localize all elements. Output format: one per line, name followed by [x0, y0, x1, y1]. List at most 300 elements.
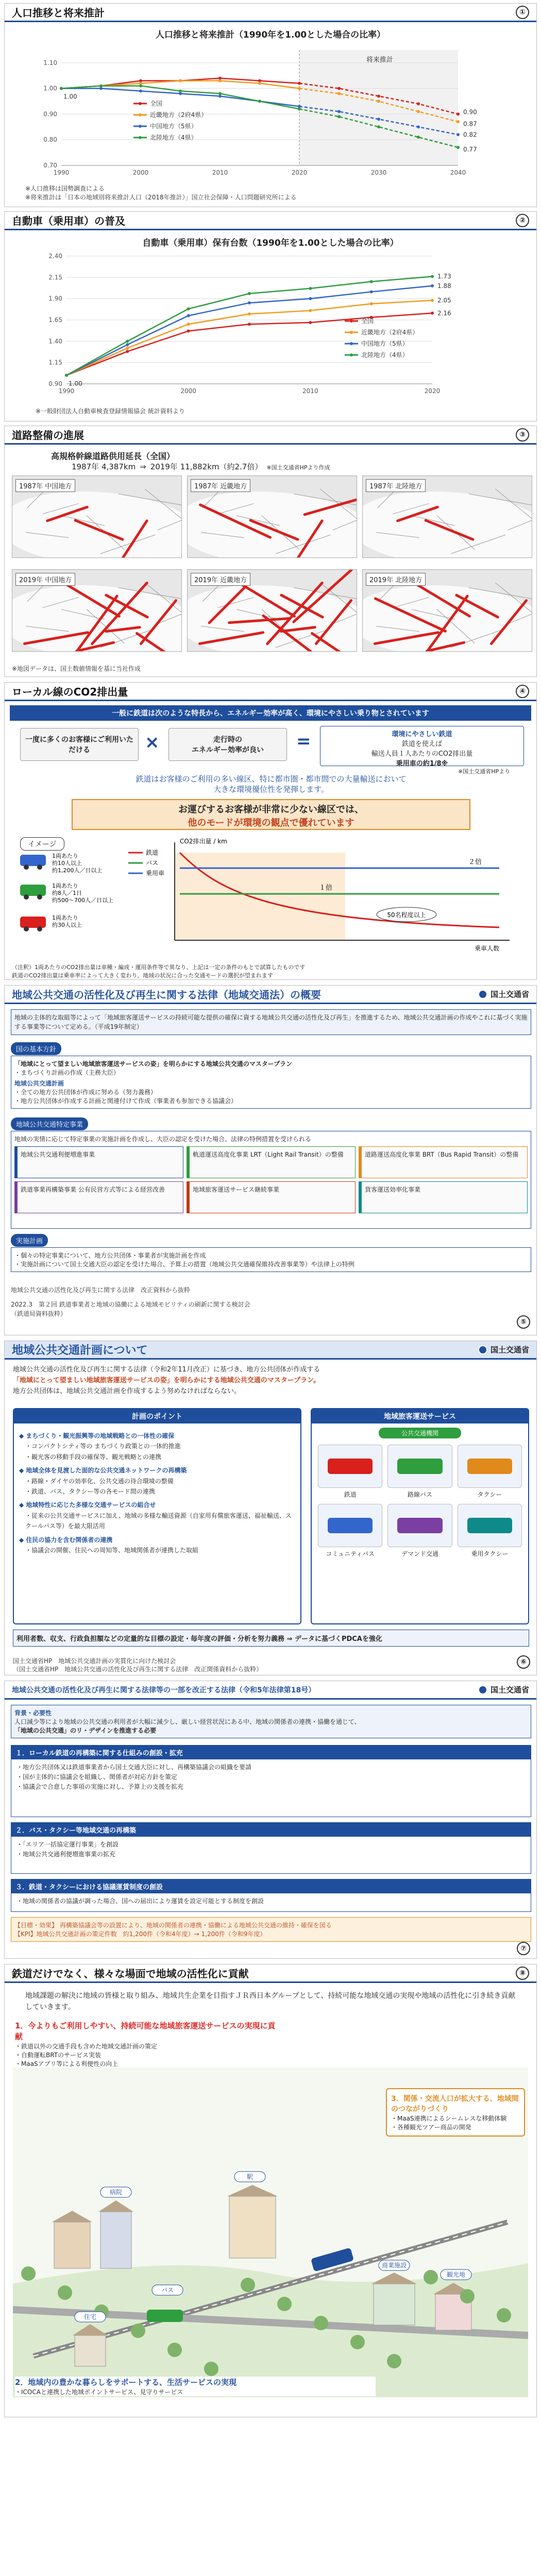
impl-item: 鉄道事業再構築事業 公有民営方式等による経営改善: [14, 1181, 183, 1213]
train-icon: [20, 917, 46, 928]
road-map: [362, 476, 532, 558]
section-header: [5, 212, 536, 230]
future-label: 将来推計: [366, 56, 394, 64]
legend-marker: [139, 102, 142, 105]
mode-label: コミュニティバス: [326, 1550, 375, 1557]
section-title: 地域公共交通の活性化及び再生に関する法律等の一部を改正する法律（令和5年法律第18号）: [12, 1686, 316, 1694]
legend-marker: [139, 125, 142, 128]
section-title: 地域公共交通計画について: [12, 1344, 148, 1357]
data-point: [377, 100, 380, 103]
data-point: [139, 90, 142, 93]
y-tick-label: 1.40: [48, 337, 62, 345]
road-map: [362, 569, 532, 652]
data-point: [337, 87, 341, 90]
section-population: [4, 3, 537, 207]
tree: [497, 2308, 511, 2323]
impl-item: 地域旅客運送サービス継続事業: [187, 1181, 356, 1213]
data-point: [377, 95, 380, 98]
road-1987: 1987年 4,387km: [72, 462, 136, 471]
data-point: [417, 110, 420, 113]
label-1x: １倍: [319, 884, 333, 892]
scene-label: 病院: [109, 2189, 123, 2196]
transport-mode: [387, 1445, 452, 1499]
future-shade: [299, 50, 458, 165]
section-title: ローカル線のCO2排出量: [12, 686, 128, 698]
data-point: [417, 125, 420, 128]
mid-text-2: 大きな環境優位性を発揮します。: [213, 785, 329, 794]
measure-box-2: [11, 1822, 531, 1874]
impl-title: 地域公共交通特定事業: [11, 1117, 88, 1130]
wheel: [37, 865, 42, 870]
services-subtitle: 公共交通機関: [379, 1428, 461, 1438]
section-header: [5, 986, 536, 1004]
section-header: [5, 683, 536, 701]
y-tick-label: 1.90: [48, 295, 62, 302]
contribution-lead: 地域課題の解決に地域の皆様と取り組み、地域共生企業を目指すＪＲ西日本グループとして、持続可能な地域交通の実現や地域の活性化に引き続き貢献していきます。: [25, 1992, 516, 2012]
gov-name: 国土交通省: [490, 990, 529, 999]
pillar-2: [15, 2377, 376, 2396]
road-note: ※国土交通省HPより作成: [266, 464, 330, 471]
section-number: ④: [516, 685, 529, 698]
data-point: [258, 100, 261, 103]
plan-lead-1: 地域公共交通の活性化及び再生に関する法律（令和2年11月改正）に基づき、地方公共団体が作成する: [13, 1366, 320, 1374]
plan-point: ◆ 住民の協力を含む関係者の連携: [19, 1536, 113, 1544]
legend-label: 近畿地方（2府4県）: [150, 111, 208, 118]
end-value-label: 1.88: [437, 282, 451, 290]
mode-label: デマンド交通: [401, 1550, 438, 1557]
map-label: 2019年 中国地方: [15, 573, 75, 586]
series-line: [61, 86, 299, 109]
y-axis-label: CO2排出量 / km: [180, 838, 227, 845]
mode-label: 乗用タクシー: [471, 1550, 509, 1557]
building: [100, 2212, 131, 2268]
label-50: 50名程度以上: [387, 911, 426, 919]
section-title: 自動車（乗用車）の普及: [12, 215, 125, 227]
map-label: 1987年 中国地方: [15, 479, 75, 492]
band-line-1: お運びするお客様が非常に少ない線区では、: [178, 804, 364, 815]
data-point: [298, 107, 301, 110]
section-plan: [4, 1341, 537, 1675]
vehicle-text: 約8人／1日: [52, 890, 82, 896]
highlight-band: [72, 799, 470, 830]
point-efficiency: 走行時の エネルギー効率が良い: [168, 728, 287, 761]
tree: [204, 2362, 218, 2376]
basic-title: 国の基本方針: [11, 1042, 61, 1055]
tree: [21, 2266, 36, 2281]
section-number: ⑤: [517, 1315, 530, 1329]
map-label: 1987年 近畿地方: [191, 479, 250, 492]
measure-item: ・地域の関係者の協議が調った場合、国への届出により運賃を設定可能とする制度を創設: [16, 1897, 264, 1905]
y-tick-label: 1.10: [43, 59, 57, 66]
vehicle-text: 約1,200人／日以上: [52, 867, 103, 874]
plan-line-2: ・地方公共団体が作成する計画と関連付けて作成（事業者も参加できる協議会）: [14, 1097, 238, 1105]
pillar-1-item-3: ・MaaSアプリ等による利便性の向上: [15, 2060, 119, 2067]
services-box: [311, 1408, 529, 1624]
law-caption-1: 2022.3 第２回 鉄道事業者と地域の協働による地域モビリティの刷新に関する検討会: [11, 1301, 250, 1308]
x-axis-label: 乗車人数: [474, 945, 499, 952]
legend-label: 中国地方（5県）: [361, 340, 409, 347]
pillar-2-title: 2．地域内の豊かな暮らしをサポートする、生活サービスの実現: [15, 2378, 236, 2387]
legend-label: 鉄道: [146, 849, 159, 856]
section-number: ①: [516, 6, 529, 19]
data-point: [218, 92, 222, 95]
vehicle-icon: [458, 1445, 522, 1488]
low-ridership-zone: [175, 853, 345, 940]
points-box: [13, 1408, 301, 1624]
tree: [387, 2354, 401, 2368]
chart-title: 自動車（乗用車）保有台数（1990年を1.00とした場合の比率）: [142, 238, 399, 248]
vehicle-text: 約500〜700人／日以上: [52, 897, 113, 904]
note-2: ※将来推計は「日本の地域別将来推計人口（2018年推計）」国立社会保障・人口問題研究所による: [25, 194, 297, 201]
result-line-1: 鉄道を使えば: [401, 740, 442, 748]
bus-icon: [147, 2310, 183, 2322]
bus-icon: [20, 885, 46, 896]
data-point: [187, 314, 190, 317]
data-point: [60, 87, 63, 90]
vehicle-icon: [318, 1504, 382, 1547]
plan-line-1: ・全ての地方公共団体が作成に努める（努力義務）: [14, 1089, 157, 1096]
transport-mode: [318, 1504, 382, 1558]
impl-box: [11, 1131, 531, 1229]
data-point: [337, 92, 341, 95]
basic-line-2: ・まちづくり計画の作成（主務大臣）: [14, 1069, 120, 1076]
pillar-1-item-1: ・鉄道以外の交通手段も含めた地域交通計画の策定: [15, 2043, 158, 2050]
pillar-1-item-2: ・自動運転BRTのサービス実装: [15, 2052, 102, 2059]
legend-marker: [350, 353, 353, 357]
road-map: [12, 569, 182, 652]
legend-label: 全国: [361, 317, 374, 325]
legend-marker: [350, 342, 353, 345]
data-point: [126, 340, 129, 343]
transport-mode: [458, 1445, 522, 1499]
co2-banner: 一般に鉄道は次のような特長から、エネルギー効率が高く、環境にやさしい乗り物とされています: [10, 705, 531, 721]
band-line-2: 他のモードが環境の観点で優れています: [188, 818, 354, 828]
scene-label: 住宅: [83, 2313, 97, 2320]
end-value-label: 0.87: [463, 120, 477, 128]
impl-list: [14, 1146, 528, 1213]
data-point: [370, 280, 373, 283]
footer-point: 利用者数、収支、行政負担額などの定量的な目標の設定・毎年度の評価・分析を努力義務 ⇒ データに基づくPDCAを強化: [13, 1630, 529, 1647]
vehicle-text: 1両あたり: [52, 914, 78, 921]
map-label: 2019年 近畿地方: [191, 573, 250, 586]
tree: [350, 2335, 365, 2349]
tree: [277, 2297, 292, 2311]
measure-1-list: [11, 1759, 531, 1795]
tree: [460, 2289, 475, 2303]
plan-point: ◆ 地域全体を見渡した面的な公共交通ネットワークの再構築: [19, 1467, 187, 1475]
end-value-label: 0.90: [463, 108, 477, 116]
chart-title: 人口推移と将来推計（1990年を1.00とした場合の比率）: [155, 30, 386, 40]
points-title: 計画のポイント: [14, 1409, 300, 1423]
data-point: [309, 309, 312, 312]
data-point: [417, 103, 420, 106]
map-footnote: ※地図データは、国土数値情報を基に当社作成: [12, 665, 141, 672]
section-law: [4, 985, 537, 1335]
modes-grid: [312, 1438, 528, 1564]
equals-symbol: =: [296, 731, 311, 752]
tree: [131, 2324, 145, 2338]
data-point: [248, 312, 251, 315]
result-text: 【目標・効果】 再構築協議会等の設置により、地域の関係者の連携・協働による地域公共交通の維持・確保を図る: [14, 1922, 332, 1929]
data-point: [179, 79, 182, 82]
data-point: [431, 284, 434, 287]
measure-box-1: [11, 1745, 531, 1817]
section-header: [5, 1681, 536, 1700]
data-point: [126, 343, 129, 346]
vehicle-text: 約10人以上: [52, 860, 82, 867]
plan-point: ◆ 地域特性に応じた多様な交通サービスの組合せ: [19, 1501, 156, 1509]
plan-point: ・コンパクトシティ等の まちづくり政策との一体的推進: [25, 1443, 181, 1450]
vehicle-icon: [387, 1445, 452, 1488]
section-number: ③: [516, 428, 529, 442]
legend-label: バス: [146, 859, 159, 867]
x-tick-label: 2010: [212, 169, 228, 176]
end-value-label: 2.05: [437, 296, 451, 304]
x-tick-label: 2020: [291, 169, 308, 176]
legend-marker: [350, 331, 353, 334]
section-title: 道路整備の進展: [12, 429, 84, 442]
vehicle-shape: [467, 1459, 512, 1474]
plan-lead-3: 地方公共団体は、地域公共交通計画を作成するよう努めなければならない。: [13, 1387, 241, 1395]
section-number: ⑧: [516, 1967, 529, 1980]
points-list: [14, 1423, 300, 1560]
x-tick-label: 1990: [58, 387, 75, 395]
legend-label: 中国地方（5県）: [150, 123, 197, 130]
road-map: [12, 476, 182, 558]
data-point: [370, 290, 373, 293]
legend-label: 近畿地方（2府4県）: [361, 329, 419, 336]
data-point: [417, 135, 420, 139]
law-caption-2: （鉄道局資料抜粋）: [11, 1310, 67, 1317]
impl-item: 貨客運送効率化事業: [359, 1181, 528, 1213]
vehicle-shape: [328, 1518, 373, 1533]
legend-label: 北陸地方（4県）: [361, 351, 409, 359]
start-value-label: 1.00: [69, 380, 82, 387]
support-box: [11, 1247, 531, 1272]
x-tick-label: 2030: [370, 169, 387, 176]
measure-item: ・地域公共交通利便増進事業の拡充: [16, 1851, 116, 1858]
arrow: ⇒: [140, 462, 146, 471]
road-map: [187, 569, 357, 652]
plan-source-1: 国土交通省HP 地域公共交通計画の実質化に向けた検討会: [13, 1657, 176, 1665]
impl-desc: 地域の実情に応じて特定事業の実施計画を作成し、大臣の認定を受けた場合、法律の特例措置を受けられる: [14, 1136, 312, 1143]
data-point: [377, 125, 380, 128]
note-1: ※一般財団法人自動車検査登録情報協会 統計資料より: [36, 408, 185, 415]
section-title: 地域公共交通の活性化及び再生に関する法律（地域交通法）の概要: [12, 989, 321, 1001]
tree: [241, 2278, 255, 2292]
section-title: 鉄道だけでなく、様々な場面で地域の活性化に貢献: [12, 1968, 249, 1980]
support-line-1: ・個々の特定事業について、地方公共団体・事業者が実施計画を作成: [14, 1252, 206, 1259]
data-point: [370, 302, 373, 306]
tree: [167, 2343, 182, 2357]
tree: [314, 2316, 328, 2330]
data-point: [187, 308, 190, 311]
y-tick-label: 1.65: [48, 316, 62, 324]
wheel: [37, 926, 42, 931]
bg-box: [11, 1705, 531, 1738]
series-line: [66, 300, 432, 375]
services-title: 地域旅客運送サービス: [312, 1409, 528, 1423]
gov-name: 国土交通省: [490, 1345, 529, 1354]
data-point: [248, 301, 251, 304]
impl-item: 道路運送高度化事業 BRT（Bus Rapid Transit）の整備: [359, 1146, 528, 1178]
map-label: 2019年 北陸地方: [366, 573, 426, 586]
law-source: 地域公共交通の活性化及び再生に関する法律 改正資料から抜粋: [11, 1286, 191, 1294]
gov-badge: [478, 1344, 529, 1355]
result-title: 環境にやさしい鉄道: [392, 731, 452, 738]
times-symbol: ×: [145, 732, 160, 753]
basic-box: [11, 1056, 531, 1109]
section-header: [5, 1341, 536, 1360]
x-tick-label: 2000: [132, 169, 149, 176]
building: [75, 2335, 106, 2366]
vehicle-shape: [467, 1518, 512, 1533]
y-tick-label: 2.15: [48, 274, 62, 281]
vehicle-icon: [318, 1445, 382, 1488]
data-point: [65, 374, 68, 377]
x-tick-label: 2000: [180, 387, 196, 395]
measure-2-title: ２．バス・タクシー等地域交通の再構築: [11, 1823, 531, 1837]
y-tick-label: 2.40: [48, 252, 62, 260]
bg-title: 背景・必要性: [14, 1709, 52, 1717]
bg-line-2: 「地域の公共交通」のリ・デザインを推進する必要: [14, 1727, 157, 1734]
mid-text-1: 鉄道はお客様のご利用の多い線区、特に都市圏・都市間での大量輸送において: [136, 774, 407, 784]
co2-note-1: （注釈）1両あたりのCO2排出量は車種・編成・運用条件等で異なり、上記は一定の条件のもとで試算したものです: [12, 964, 306, 971]
data-point: [179, 90, 182, 93]
section-co2: [4, 682, 537, 980]
data-point: [431, 299, 434, 302]
mode-label: 鉄道: [344, 1491, 357, 1498]
data-point: [298, 82, 301, 85]
result-line-3: 乗用車の約1/8※: [396, 760, 448, 768]
scene-label: 駅: [246, 2173, 253, 2180]
kpi-text: 【KPI】地域公共交通計画の策定件数 約1,200件（令和4年度）→ 1,200件（令和9年度）: [14, 1930, 266, 1938]
scene-label: 商業施設: [381, 2262, 407, 2269]
legend-label: 乗用車: [146, 870, 165, 877]
impl-item: 地域公共交通利便増進事業: [14, 1146, 183, 1178]
tree: [58, 2285, 72, 2300]
y-tick-label: 0.90: [43, 110, 57, 118]
data-point: [431, 312, 434, 315]
data-point: [457, 133, 460, 136]
data-point: [218, 79, 222, 82]
law-purpose: 地域の主体的な取組等によって「地域旅客運送サービスの持続可能な提供の確保に資する地域公共交通の活性化及び再生」を推進するため、地域公共交通計画の作成やこれに基づく実施する事業等について定める。（平成19年制定）: [11, 1009, 531, 1035]
plan-source-2: （国土交通省HP 地域公共交通の活性化及び再生に関する法律 改正関係資料から抜粋）: [13, 1666, 263, 1673]
data-point: [337, 110, 341, 113]
road-subtitle: 高規格幹線道路供用延長（全国）: [51, 451, 175, 461]
image-label: イメージ: [20, 837, 64, 851]
vehicle-shape: [397, 1459, 442, 1474]
ministry-emblem-icon: [478, 1685, 487, 1694]
result-note: ※国土交通省HPより: [458, 768, 511, 775]
plan-point: ・路線・ダイヤの効率化、公共交通の待合環境の整備: [25, 1477, 174, 1485]
wheel: [24, 926, 29, 931]
pillar-3-item-2: ・各種観光ツアー商品の開発: [391, 2124, 471, 2131]
data-point: [298, 87, 301, 90]
wheel: [37, 894, 42, 900]
legend-label: 全国: [150, 100, 163, 107]
data-point: [258, 82, 261, 85]
car-icon: [20, 855, 46, 866]
point-capacity: 一度に多くのお客様にご利用いただける: [20, 728, 139, 761]
scene-label: バス: [161, 2286, 174, 2294]
car-ownership-chart: [5, 249, 537, 403]
data-point: [377, 117, 380, 121]
vehicle-icon: [458, 1504, 522, 1547]
vehicle-text: 1両あたり: [52, 883, 78, 889]
measure-box-3: [11, 1879, 531, 1912]
support-line-2: ・実施計画について国土交通大臣の認定を受けた場合、予算上の措置（地域公共交通確保維持改善事業等）や法律上の特例: [14, 1261, 354, 1268]
data-point: [457, 120, 460, 123]
measure-3-list: [11, 1893, 531, 1908]
map-label: 1987年 北陸地方: [366, 479, 426, 492]
building: [229, 2196, 276, 2258]
x-tick-label: 2010: [302, 387, 318, 395]
mode-label: 路線バス: [407, 1491, 432, 1498]
plan-lead-2: 「地域にとって望ましい地域旅客運送サービスの姿」を明らかにする地域公共交通のマスタープラン。: [13, 1376, 320, 1384]
vehicle-shape: [328, 1459, 373, 1474]
y-tick-label: 0.80: [43, 136, 57, 144]
end-value-label: 0.82: [463, 131, 477, 139]
plan-point: ・協議会の開催、住民への周知等、地域関係者が連携した取組: [25, 1546, 199, 1554]
building: [374, 2284, 415, 2325]
transport-mode: [318, 1445, 382, 1499]
transport-mode: [387, 1504, 452, 1558]
plan-title: 地域公共交通計画: [14, 1080, 64, 1087]
end-value-label: 0.77: [463, 146, 477, 154]
data-point: [99, 84, 103, 88]
pillar-3-title: 3．関係・交流人口が拡大する、地域間のつながりづくり: [391, 2095, 519, 2113]
y-tick-label: 0.70: [43, 162, 57, 169]
scene-label: 観光地: [446, 2271, 466, 2278]
x-tick-label: 1990: [53, 169, 70, 176]
ministry-emblem-icon: [478, 990, 487, 999]
section-header: [5, 1964, 536, 1983]
note-1: ※人口推移は国勢調査による: [25, 185, 105, 192]
measure-item: ・地方公共団体又は鉄道事業者から国土交通大臣に対し、再構築協議会の組織を要請: [16, 1764, 252, 1771]
plan-point: ・観光客の移動手段の確保等、観光戦略との連携: [25, 1453, 162, 1461]
measure-item: ・国が主体的に協議会を組織し、関係者が対応方針を策定: [16, 1773, 178, 1781]
plan-point: ◆ まちづくり・観光振興等の地域戦略との一体性の確保: [19, 1432, 175, 1439]
section-contribution: [4, 1964, 537, 2417]
measure-2-list: [11, 1837, 531, 1862]
y-tick-label: 0.90: [48, 380, 62, 387]
section-title: 人口推移と将来推計: [12, 7, 105, 19]
label-2x: ２倍: [468, 858, 482, 866]
measure-3-title: ３．鉄道・タクシーにおける協議運賃制度の創設: [11, 1879, 531, 1893]
data-point: [309, 287, 312, 290]
impl-item: 軌道運送高度化事業 LRT（Light Rail Transit）の整備: [187, 1146, 356, 1178]
basic-line-1: 「地域にとって望ましい地域旅客運送サービスの姿」を明らかにする地域公共交通のマスタープラン: [14, 1060, 293, 1067]
population-chart: [5, 42, 537, 181]
plan-point: ・従来の公共交通サービスに加え、地域の多様な輸送資源（自家用有償旅客運送、福祉輸送、スクールバス等）を最大限活用: [25, 1512, 292, 1530]
section-roads: [4, 426, 537, 677]
road-map: [187, 476, 357, 558]
data-point: [126, 350, 129, 353]
gov-badge: [478, 1684, 529, 1695]
data-point: [457, 146, 460, 149]
support-title: 実施計画: [11, 1234, 48, 1247]
y-tick-label: 1.15: [48, 359, 62, 366]
vehicle-text: 約30人以上: [52, 922, 82, 928]
data-point: [457, 112, 460, 115]
end-value-label: 2.16: [437, 309, 451, 317]
data-point: [309, 321, 312, 324]
wheel: [24, 894, 29, 900]
bg-line-1: 人口減少等により地域の公共交通の利用者が大幅に減少し、厳しい経営状況にある中、地域の関係者の連携・協働を通じて、: [14, 1718, 361, 1725]
gov-name: 国土交通省: [490, 1685, 529, 1694]
data-point: [187, 329, 190, 332]
